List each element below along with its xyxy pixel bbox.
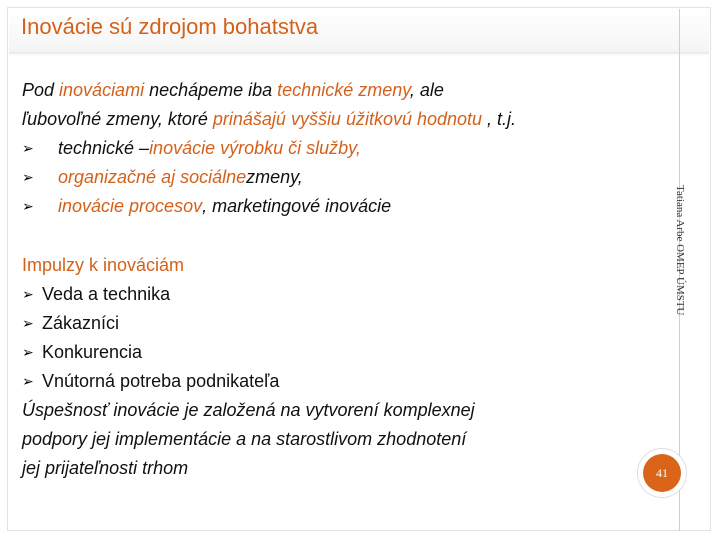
side-author-text: Tatiana Arbe OMEP ÚMSTU: [674, 185, 686, 316]
list-item: [22, 134, 662, 163]
list-item: [22, 338, 662, 367]
intro-text: ľubovoľné zmeny, ktoré: [22, 109, 213, 129]
arrow-bullet-icon: ➢: [22, 140, 34, 156]
list-item: [22, 367, 662, 396]
intro-text: Pod: [22, 80, 60, 100]
page-number: 41: [643, 454, 681, 492]
impulse-item: Veda a technika: [42, 284, 171, 304]
spacer: [22, 221, 662, 251]
arrow-bullet-icon: ➢: [22, 373, 34, 389]
bullet-text: technické –: [58, 138, 150, 158]
intro-highlight: technické zmeny: [277, 80, 410, 100]
intro-highlight: prinášajú vyššiu úžitkovú hodnotu: [212, 109, 483, 129]
arrow-bullet-icon: ➢: [22, 169, 34, 185]
intro-text: , t.j.: [482, 109, 517, 129]
impulses-heading: Impulzy k inováciám: [22, 255, 185, 275]
impulse-item: Zákazníci: [42, 313, 120, 333]
arrow-bullet-icon: ➢: [22, 344, 34, 360]
list-item: [22, 192, 662, 221]
conclusion-line: Úspešnosť inovácie je založená na vytvorení komplexnej: [22, 400, 475, 420]
intro-highlight: inováciami: [59, 80, 145, 100]
list-item: [22, 309, 662, 338]
intro-text: nechápeme iba: [144, 80, 278, 100]
intro-line-2: [22, 105, 662, 134]
bullet-highlight: inovácie výrobku či služby,: [149, 138, 361, 158]
arrow-bullet-icon: ➢: [22, 198, 34, 214]
arrow-bullet-icon: ➢: [22, 315, 34, 331]
bullet-text: zmeny,: [246, 167, 303, 187]
slide-title: Inovácie sú zdrojom bohatstva: [21, 14, 319, 39]
conclusion-line: podpory jej implementácie a na starostlivom zhodnotení: [22, 429, 467, 449]
bullet-highlight: organizačné aj sociálne: [58, 167, 247, 187]
bullet-text: , marketingové inovácie: [202, 196, 392, 216]
arrow-bullet-icon: ➢: [22, 286, 34, 302]
intro-text: , ale: [409, 80, 444, 100]
intro-line-1: [22, 76, 662, 105]
impulse-item: Konkurencia: [42, 342, 143, 362]
impulse-item: Vnútorná potreba podnikateľa: [42, 371, 280, 391]
conclusion-line: jej prijateľnosti trhom: [22, 458, 189, 478]
list-item: [22, 163, 662, 192]
slide-content: [22, 76, 662, 483]
bullet-highlight: inovácie procesov: [58, 196, 203, 216]
title-divider: [9, 52, 709, 53]
list-item: [22, 280, 662, 309]
